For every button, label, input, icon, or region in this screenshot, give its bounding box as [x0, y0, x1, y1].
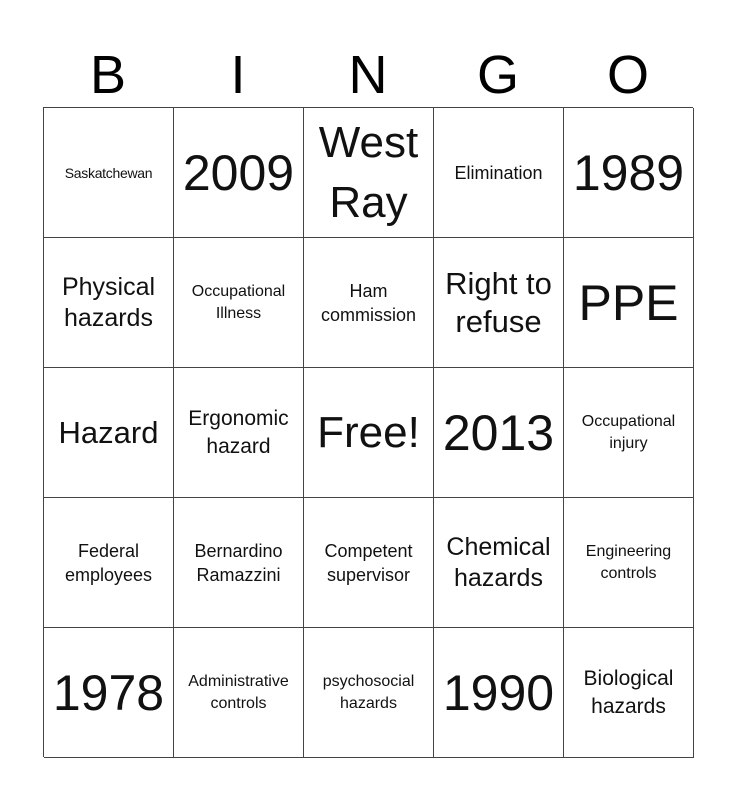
bingo-cell-r0-c4[interactable]: [564, 108, 694, 238]
cell-label: Federal employees: [64, 540, 153, 585]
header-letter-g: G: [476, 45, 519, 105]
bingo-cell-r2-c0[interactable]: [44, 368, 174, 498]
cell-label: Occupational injury: [581, 412, 676, 452]
bingo-cell-r4-c0[interactable]: [44, 628, 174, 758]
cell-label: 2009: [182, 144, 295, 201]
cell-label: Physical hazards: [61, 272, 156, 332]
cell-label: PPE: [578, 274, 679, 331]
cell-label: 1989: [572, 144, 685, 201]
bingo-cell-r3-c2[interactable]: [304, 498, 434, 628]
bingo-cell-r1-c3[interactable]: [434, 238, 564, 368]
cell-label: Right to refuse: [445, 265, 552, 339]
cell-label: 1990: [442, 664, 555, 721]
cell-label: Biological hazards: [583, 666, 674, 718]
bingo-cell-r0-c0[interactable]: [44, 108, 174, 238]
header-letter-i: I: [230, 45, 246, 105]
bingo-cell-r2-c4[interactable]: [564, 368, 694, 498]
header-letter-n: N: [348, 45, 388, 105]
bingo-cell-r4-c4[interactable]: [564, 628, 694, 758]
header-letter-o: O: [606, 45, 649, 105]
bingo-cell-r0-c2[interactable]: [304, 108, 434, 238]
bingo-header: [43, 40, 693, 110]
bingo-grid: [43, 107, 693, 757]
bingo-cell-r1-c0[interactable]: [44, 238, 174, 368]
cell-label: Occupational Illness: [191, 282, 286, 322]
bingo-cell-r0-c1[interactable]: [174, 108, 304, 238]
bingo-cell-r4-c3[interactable]: [434, 628, 564, 758]
bingo-cell-r3-c0[interactable]: [44, 498, 174, 628]
bingo-cell-r2-c3[interactable]: [434, 368, 564, 498]
cell-label: West Ray: [318, 117, 419, 227]
bingo-cell-r1-c4[interactable]: [564, 238, 694, 368]
bingo-cell-r1-c2[interactable]: [304, 238, 434, 368]
cell-label: Hazard: [58, 414, 159, 450]
bingo-cell-r3-c4[interactable]: [564, 498, 694, 628]
cell-label: 2013: [442, 404, 555, 461]
free-space-label: Free!: [317, 407, 420, 457]
cell-label: Bernardino Ramazzini: [194, 540, 283, 585]
cell-label: Administrative controls: [188, 672, 289, 712]
bingo-cell-r1-c1[interactable]: [174, 238, 304, 368]
free-space-cell[interactable]: [304, 368, 434, 498]
cell-label: Saskatchewan: [64, 164, 153, 181]
cell-label: Ham commission: [320, 280, 417, 325]
cell-label: Elimination: [454, 162, 543, 183]
bingo-cell-r0-c3[interactable]: [434, 108, 564, 238]
bingo-cell-r2-c1[interactable]: [174, 368, 304, 498]
cell-label: psychosocial hazards: [322, 672, 415, 712]
cell-label: Engineering controls: [585, 542, 672, 582]
bingo-cell-r4-c2[interactable]: [304, 628, 434, 758]
cell-label: Ergonomic hazard: [188, 406, 289, 458]
cell-label: 1978: [52, 664, 165, 721]
bingo-cell-r3-c3[interactable]: [434, 498, 564, 628]
header-letter-b: B: [89, 45, 127, 105]
bingo-cell-r3-c1[interactable]: [174, 498, 304, 628]
cell-label: Competent supervisor: [324, 540, 413, 585]
cell-label: Chemical hazards: [446, 532, 551, 592]
bingo-cell-r4-c1[interactable]: [174, 628, 304, 758]
